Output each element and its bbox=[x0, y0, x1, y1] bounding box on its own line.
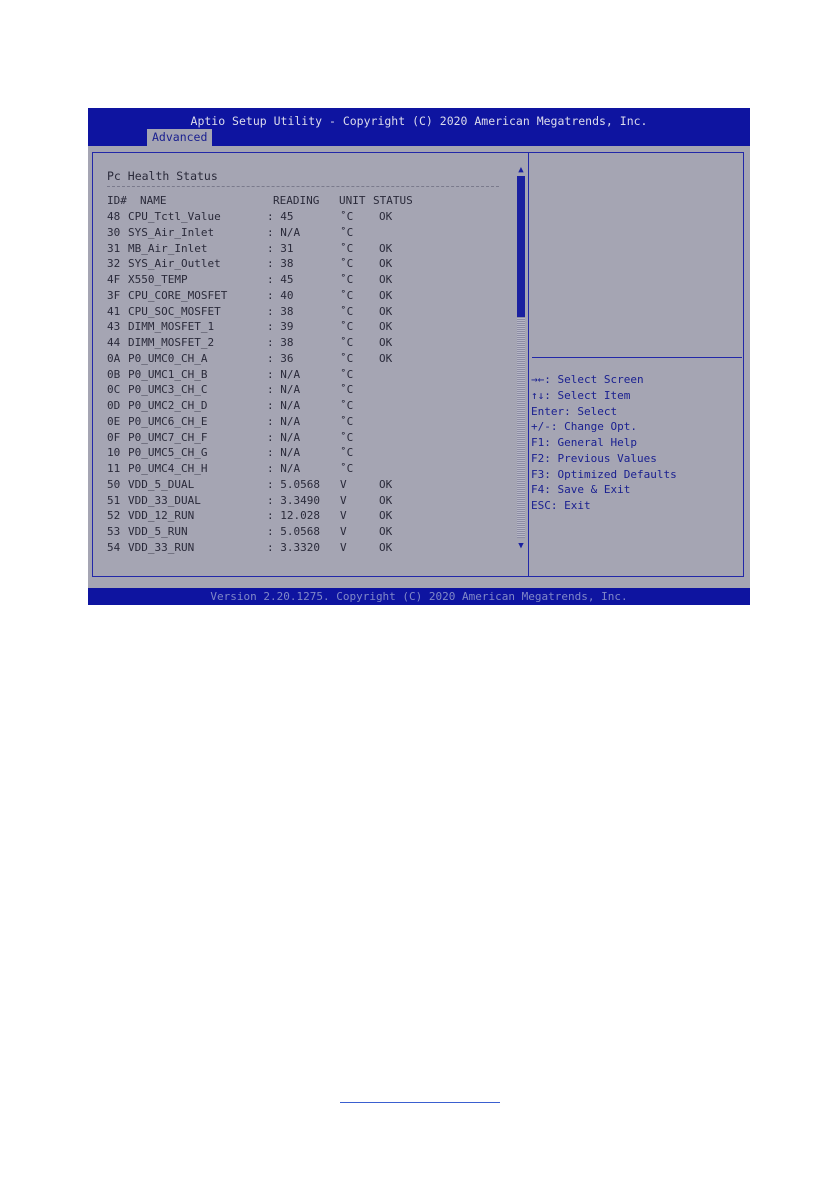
cell-status: OK bbox=[379, 477, 393, 491]
cell-unit: ˚C bbox=[340, 257, 354, 271]
cell-reading: : 38 bbox=[267, 257, 294, 271]
cell-name[interactable]: CPU_SOC_MOSFET bbox=[128, 304, 221, 318]
cell-name[interactable]: P0_UMC5_CH_G bbox=[128, 446, 208, 460]
cell-reading: : 12.028 bbox=[267, 509, 320, 523]
cell-status: OK bbox=[379, 336, 393, 349]
scroll-up-arrow-icon[interactable]: ▲ bbox=[518, 165, 524, 175]
cell-unit: ˚C bbox=[340, 430, 354, 444]
cell-name[interactable]: VDD_5_DUAL bbox=[128, 477, 195, 491]
column-header-reading: READING bbox=[273, 194, 320, 207]
cell-status: OK bbox=[379, 273, 393, 286]
cell-id: 54 bbox=[107, 540, 121, 554]
cell-id: 31 bbox=[107, 241, 121, 255]
cell-reading: : N/A bbox=[267, 430, 301, 444]
cell-name[interactable]: P0_UMC1_CH_B bbox=[128, 367, 208, 381]
cell-reading: : N/A bbox=[267, 446, 301, 460]
version-footer: Version 2.20.1275. Copyright (C) 2020 American Megatrends, Inc. bbox=[210, 590, 628, 603]
cell-name[interactable]: CPU_CORE_MOSFET bbox=[128, 288, 228, 302]
cell-reading: : 36 bbox=[267, 351, 294, 365]
cell-unit: ˚C bbox=[340, 351, 354, 365]
cell-status: OK bbox=[379, 320, 393, 334]
bios-screen bbox=[88, 108, 750, 605]
cell-unit: ˚C bbox=[340, 225, 354, 239]
cell-unit: V bbox=[340, 509, 347, 523]
help-line: F3: Optimized Defaults bbox=[531, 467, 677, 481]
help-divider bbox=[532, 357, 742, 358]
column-header-id: ID# bbox=[107, 194, 127, 207]
cell-unit: ˚C bbox=[340, 336, 354, 349]
cell-id: 52 bbox=[107, 509, 121, 523]
cell-reading: : N/A bbox=[267, 367, 301, 381]
cell-id: 43 bbox=[107, 320, 121, 334]
cell-reading: : 45 bbox=[267, 210, 294, 223]
cell-reading: : 38 bbox=[267, 304, 294, 318]
cell-unit: ˚C bbox=[340, 446, 354, 460]
cell-name[interactable]: SYS_Air_Outlet bbox=[128, 257, 221, 271]
cell-status: OK bbox=[379, 241, 393, 255]
cell-reading: : 3.3320 bbox=[267, 540, 320, 554]
cell-id: 44 bbox=[107, 336, 121, 349]
cell-unit: ˚C bbox=[340, 462, 354, 475]
column-header-status: STATUS bbox=[373, 194, 413, 207]
dashed-separator bbox=[107, 186, 499, 187]
cell-status: OK bbox=[379, 351, 393, 365]
main-area bbox=[88, 146, 750, 588]
cell-name[interactable]: DIMM_MOSFET_1 bbox=[128, 320, 215, 334]
cell-unit: ˚C bbox=[340, 320, 354, 334]
cell-unit: ˚C bbox=[340, 399, 354, 412]
cell-reading: : N/A bbox=[267, 462, 301, 475]
cell-reading: : 38 bbox=[267, 336, 294, 349]
section-title: Pc Health Status bbox=[107, 169, 218, 183]
cell-name[interactable]: CPU_Tctl_Value bbox=[128, 210, 221, 223]
cell-name[interactable]: VDD_12_RUN bbox=[128, 509, 195, 523]
cell-unit: ˚C bbox=[340, 367, 354, 381]
cell-id: 0E bbox=[107, 414, 121, 428]
help-line: F1: General Help bbox=[531, 436, 637, 449]
help-line: F4: Save & Exit bbox=[531, 483, 631, 497]
cell-id: 32 bbox=[107, 257, 121, 271]
cell-unit: ˚C bbox=[340, 414, 354, 428]
help-line: ESC: Exit bbox=[531, 499, 591, 512]
cell-unit: V bbox=[340, 493, 347, 507]
cell-id: 30 bbox=[107, 225, 121, 239]
cell-unit: ˚C bbox=[340, 273, 354, 286]
cell-id: 0C bbox=[107, 383, 121, 397]
cell-reading: : 5.0568 bbox=[267, 525, 320, 538]
page-link-underline[interactable] bbox=[340, 1102, 500, 1103]
cell-name[interactable]: P0_UMC2_CH_D bbox=[128, 399, 208, 412]
scroll-down-arrow-icon[interactable]: ▼ bbox=[518, 541, 524, 551]
cell-name[interactable]: MB_Air_Inlet bbox=[128, 241, 208, 255]
panel-divider bbox=[528, 152, 529, 577]
cell-status: OK bbox=[379, 288, 393, 302]
cell-id: 3F bbox=[107, 288, 121, 302]
cell-name[interactable]: P0_UMC0_CH_A bbox=[128, 351, 208, 365]
cell-reading: : 5.0568 bbox=[267, 477, 320, 491]
cell-status: OK bbox=[379, 210, 393, 223]
cell-name[interactable]: SYS_Air_Inlet bbox=[128, 225, 215, 239]
cell-name[interactable]: X550_TEMP bbox=[128, 273, 188, 286]
cell-id: 10 bbox=[107, 446, 121, 460]
help-line: ↑↓: Select Item bbox=[531, 388, 631, 402]
cell-name[interactable]: DIMM_MOSFET_2 bbox=[128, 336, 215, 349]
cell-unit: V bbox=[340, 540, 347, 554]
cell-unit: ˚C bbox=[340, 288, 354, 302]
cell-id: 41 bbox=[107, 304, 121, 318]
cell-id: 0A bbox=[107, 351, 121, 365]
cell-id: 0B bbox=[107, 367, 121, 381]
cell-id: 11 bbox=[107, 462, 121, 475]
help-line: Enter: Select bbox=[531, 404, 618, 418]
cell-status: OK bbox=[379, 540, 393, 554]
cell-name[interactable]: P0_UMC3_CH_C bbox=[128, 383, 208, 397]
cell-status: OK bbox=[379, 304, 393, 318]
column-header-name: NAME bbox=[140, 194, 167, 207]
cell-unit: V bbox=[340, 477, 347, 491]
help-line: +/-: Change Opt. bbox=[531, 420, 637, 434]
cell-reading: : N/A bbox=[267, 383, 301, 397]
cell-name[interactable]: P0_UMC6_CH_E bbox=[128, 414, 208, 428]
scrollbar-thumb[interactable] bbox=[517, 176, 525, 317]
cell-status: OK bbox=[379, 525, 393, 538]
cell-reading: : 45 bbox=[267, 273, 294, 286]
cell-unit: ˚C bbox=[340, 304, 354, 318]
utility-title: Aptio Setup Utility - Copyright (C) 2020 American Megatrends, Inc. bbox=[190, 114, 648, 128]
cell-status: OK bbox=[379, 493, 393, 507]
cell-id: 50 bbox=[107, 477, 121, 491]
cell-unit: V bbox=[340, 525, 347, 538]
cell-name[interactable]: VDD_33_DUAL bbox=[128, 493, 201, 507]
cell-name[interactable]: VDD_33_RUN bbox=[128, 540, 195, 554]
cell-id: 48 bbox=[107, 210, 121, 223]
tab-advanced[interactable]: Advanced bbox=[147, 129, 212, 146]
cell-name[interactable]: P0_UMC4_CH_H bbox=[128, 462, 208, 475]
cell-reading: : 40 bbox=[267, 288, 294, 302]
cell-reading: : 39 bbox=[267, 320, 294, 334]
cell-id: 4F bbox=[107, 273, 121, 286]
column-header-unit: UNIT bbox=[339, 194, 366, 207]
cell-id: 0F bbox=[107, 430, 121, 444]
cell-reading: : 31 bbox=[267, 241, 294, 255]
help-line: F2: Previous Values bbox=[531, 451, 657, 465]
cell-id: 51 bbox=[107, 493, 121, 507]
cell-reading: : 3.3490 bbox=[267, 493, 320, 507]
cell-reading: : N/A bbox=[267, 414, 301, 428]
cell-unit: ˚C bbox=[340, 210, 354, 223]
cell-name[interactable]: VDD_5_RUN bbox=[128, 525, 188, 538]
cell-unit: ˚C bbox=[340, 241, 354, 255]
cell-status: OK bbox=[379, 257, 393, 271]
cell-id: 0D bbox=[107, 399, 121, 412]
cell-id: 53 bbox=[107, 525, 121, 538]
cell-status: OK bbox=[379, 509, 393, 523]
cell-reading: : N/A bbox=[267, 225, 301, 239]
cell-name[interactable]: P0_UMC7_CH_F bbox=[128, 430, 208, 444]
help-line: →←: Select Screen bbox=[531, 373, 644, 386]
cell-unit: ˚C bbox=[340, 383, 354, 397]
cell-reading: : N/A bbox=[267, 399, 301, 412]
